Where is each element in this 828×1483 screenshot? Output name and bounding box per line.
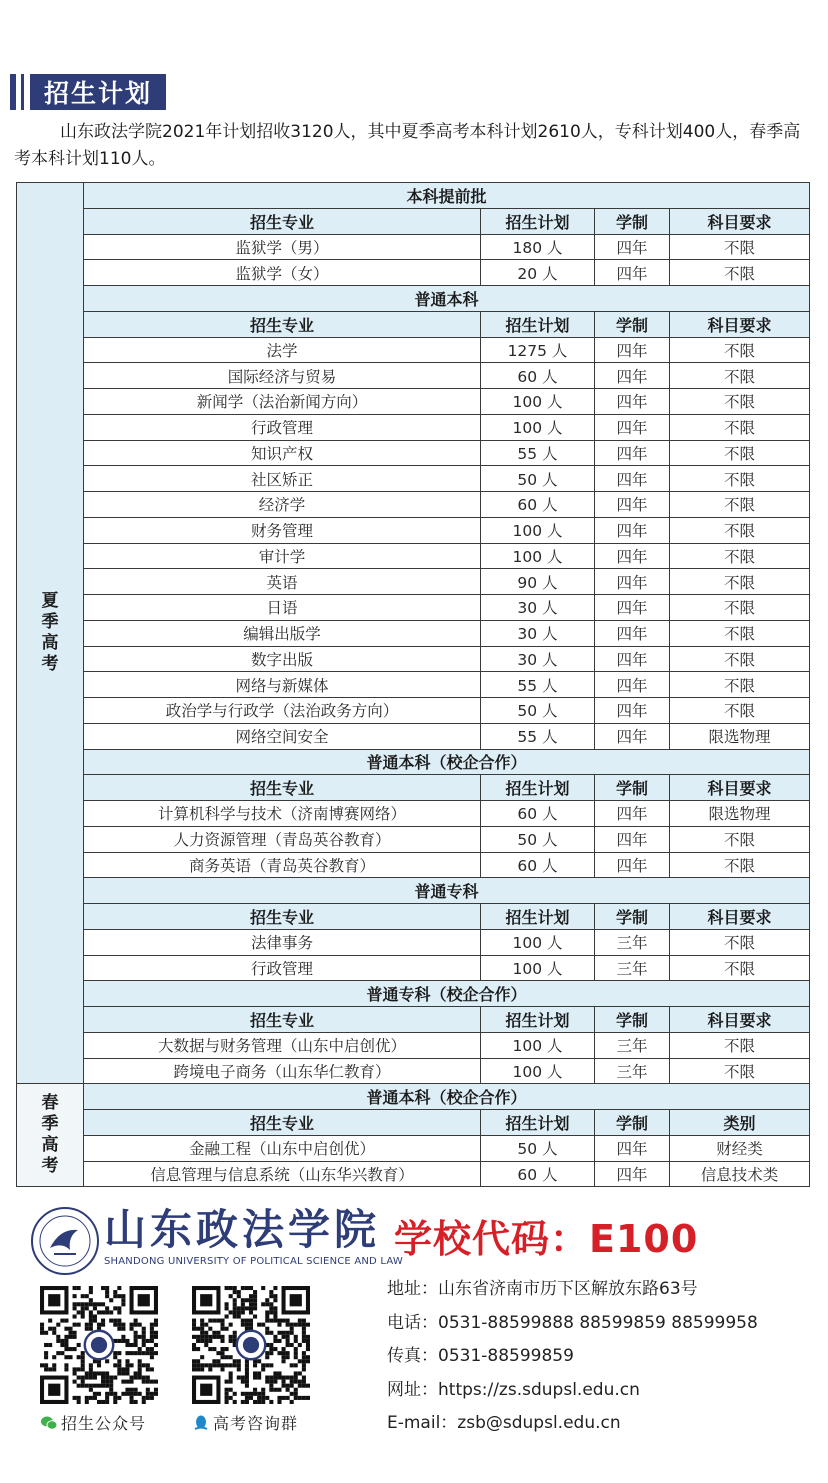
cell-plan: 20 人 — [481, 260, 595, 286]
cell-major: 法学 — [84, 337, 481, 363]
column-header-row — [17, 208, 810, 234]
cell-requirement: 财经类 — [670, 1135, 810, 1161]
table-row — [17, 955, 810, 981]
cell-requirement: 不限 — [670, 698, 810, 724]
cell-duration: 四年 — [595, 363, 670, 389]
cell-plan: 100 人 — [481, 517, 595, 543]
header-requirement: 科目要求 — [670, 775, 810, 801]
cell-duration: 四年 — [595, 1161, 670, 1187]
intro-paragraph: 山东政法学院2021年计划招收3120人，其中夏季高考本科计划2610人，专科计划400人，春季高考本科计划110人。 — [14, 122, 801, 169]
cell-plan: 30 人 — [481, 646, 595, 672]
contact-website[interactable]: 网址：https://zs.sdupsl.edu.cn — [387, 1380, 640, 1400]
header-duration: 学制 — [595, 775, 670, 801]
cell-duration: 四年 — [595, 466, 670, 492]
table-row — [17, 620, 810, 646]
cell-plan: 60 人 — [481, 1161, 595, 1187]
header-duration: 学制 — [595, 208, 670, 234]
table-row — [17, 826, 810, 852]
cell-major: 监狱学（男） — [84, 234, 481, 260]
qr-code-icon — [40, 1286, 158, 1404]
cell-requirement: 不限 — [670, 1032, 810, 1058]
cell-major: 审计学 — [84, 543, 481, 569]
cell-duration: 三年 — [595, 1058, 670, 1084]
cell-duration: 四年 — [595, 646, 670, 672]
section-title-row — [17, 749, 810, 775]
cell-plan: 90 人 — [481, 569, 595, 595]
cell-major: 大数据与财务管理（山东中启创优） — [84, 1032, 481, 1058]
cell-duration: 四年 — [595, 260, 670, 286]
cell-duration: 四年 — [595, 543, 670, 569]
cell-duration: 四年 — [595, 337, 670, 363]
table-row — [17, 337, 810, 363]
column-header-row — [17, 904, 810, 930]
cell-requirement: 不限 — [670, 595, 810, 621]
cell-major: 行政管理 — [84, 414, 481, 440]
cell-requirement: 不限 — [670, 955, 810, 981]
cell-major: 政治学与行政学（法治政务方向） — [84, 698, 481, 724]
cell-duration: 三年 — [595, 955, 670, 981]
cell-plan: 100 人 — [481, 543, 595, 569]
table-row — [17, 569, 810, 595]
qr1-caption — [40, 1411, 146, 1434]
cell-duration: 三年 — [595, 929, 670, 955]
cell-duration: 四年 — [595, 698, 670, 724]
cell-duration: 四年 — [595, 595, 670, 621]
table-row — [17, 389, 810, 415]
section-title: 普通专科（校企合作） — [84, 981, 810, 1007]
cell-duration: 四年 — [595, 826, 670, 852]
cell-requirement: 不限 — [670, 929, 810, 955]
column-header-row — [17, 1110, 810, 1136]
cell-major: 信息管理与信息系统（山东华兴教育） — [84, 1161, 481, 1187]
table-row — [17, 672, 810, 698]
cell-major: 商务英语（青岛英谷教育） — [84, 852, 481, 878]
column-header-row — [17, 311, 810, 337]
cell-major: 财务管理 — [84, 517, 481, 543]
cell-plan: 60 人 — [481, 852, 595, 878]
contact-email[interactable]: E-mail：zsb@sdupsl.edu.cn — [387, 1413, 621, 1433]
table-row — [17, 929, 810, 955]
cell-duration: 四年 — [595, 414, 670, 440]
cell-plan: 30 人 — [481, 595, 595, 621]
cell-plan: 30 人 — [481, 620, 595, 646]
cell-requirement: 不限 — [670, 440, 810, 466]
school-name-cn: 山东政法学院 — [104, 1205, 381, 1254]
section-title: 普通本科 — [84, 286, 810, 312]
cell-plan: 60 人 — [481, 801, 595, 827]
cell-major: 经济学 — [84, 492, 481, 518]
header-major: 招生专业 — [84, 1007, 481, 1033]
side-label-spring — [17, 1084, 84, 1187]
heading-accent-bar-thin — [21, 74, 24, 110]
header-requirement: 科目要求 — [670, 311, 810, 337]
section-heading — [10, 74, 166, 110]
header-major: 招生专业 — [84, 208, 481, 234]
cell-duration: 四年 — [595, 569, 670, 595]
section-title: 普通本科（校企合作） — [84, 749, 810, 775]
heading-accent-bar — [10, 74, 16, 110]
cell-duration: 四年 — [595, 801, 670, 827]
cell-plan: 1275 人 — [481, 337, 595, 363]
cell-major: 跨境电子商务（山东华仁教育） — [84, 1058, 481, 1084]
cell-plan: 100 人 — [481, 929, 595, 955]
table-row — [17, 260, 810, 286]
table-row — [17, 801, 810, 827]
cell-major: 监狱学（女） — [84, 260, 481, 286]
cell-duration: 四年 — [595, 492, 670, 518]
cell-major: 金融工程（山东中启创优） — [84, 1135, 481, 1161]
enrollment-plan-table — [16, 182, 810, 1187]
cell-requirement: 不限 — [670, 620, 810, 646]
header-requirement: 类别 — [670, 1110, 810, 1136]
side-label-summer-text: 夏季高考 — [41, 591, 59, 675]
contact-fax: 传真：0531-88599859 — [387, 1346, 574, 1366]
table-row — [17, 466, 810, 492]
cell-plan: 180 人 — [481, 234, 595, 260]
section-title-row — [17, 981, 810, 1007]
cell-plan: 55 人 — [481, 723, 595, 749]
cell-major: 新闻学（法治新闻方向） — [84, 389, 481, 415]
section-title: 普通专科 — [84, 878, 810, 904]
heading-title: 招生计划 — [30, 74, 166, 110]
cell-major: 计算机科学与技术（济南博赛网络） — [84, 801, 481, 827]
cell-duration: 四年 — [595, 234, 670, 260]
cell-requirement: 不限 — [670, 852, 810, 878]
cell-plan: 55 人 — [481, 672, 595, 698]
cell-plan: 100 人 — [481, 414, 595, 440]
cell-major: 网络空间安全 — [84, 723, 481, 749]
header-duration: 学制 — [595, 1007, 670, 1033]
cell-major: 行政管理 — [84, 955, 481, 981]
header-plan: 招生计划 — [481, 1110, 595, 1136]
header-duration: 学制 — [595, 1110, 670, 1136]
cell-requirement: 不限 — [670, 337, 810, 363]
header-major: 招生专业 — [84, 1110, 481, 1136]
cell-duration: 四年 — [595, 852, 670, 878]
contact-address: 地址：山东省济南市历下区解放东路63号 — [387, 1279, 698, 1299]
cell-major: 日语 — [84, 595, 481, 621]
header-duration: 学制 — [595, 904, 670, 930]
table-row — [17, 363, 810, 389]
column-header-row — [17, 1007, 810, 1033]
table-row — [17, 440, 810, 466]
header-plan: 招生计划 — [481, 208, 595, 234]
header-major: 招生专业 — [84, 775, 481, 801]
cell-requirement: 不限 — [670, 234, 810, 260]
school-name-en: SHANDONG UNIVERSITY OF POLITICAL SCIENCE AND LAW — [104, 1256, 403, 1267]
cell-requirement: 不限 — [670, 363, 810, 389]
table-row — [17, 543, 810, 569]
cell-plan: 50 人 — [481, 466, 595, 492]
cell-plan: 55 人 — [481, 440, 595, 466]
cell-requirement: 不限 — [670, 1058, 810, 1084]
cell-plan: 100 人 — [481, 1058, 595, 1084]
section-title-row — [17, 1084, 810, 1110]
cell-duration: 四年 — [595, 620, 670, 646]
cell-requirement: 限选物理 — [670, 801, 810, 827]
cell-requirement: 不限 — [670, 517, 810, 543]
cell-plan: 50 人 — [481, 1135, 595, 1161]
table-row — [17, 234, 810, 260]
table-row — [17, 595, 810, 621]
qr2-caption — [192, 1411, 298, 1434]
header-plan: 招生计划 — [481, 311, 595, 337]
header-requirement: 科目要求 — [670, 1007, 810, 1033]
cell-major: 编辑出版学 — [84, 620, 481, 646]
cell-plan: 60 人 — [481, 492, 595, 518]
header-duration: 学制 — [595, 311, 670, 337]
section-title-row — [17, 286, 810, 312]
cell-major: 数字出版 — [84, 646, 481, 672]
section-title-row — [17, 878, 810, 904]
table-row — [17, 723, 810, 749]
cell-duration: 四年 — [595, 440, 670, 466]
cell-major: 知识产权 — [84, 440, 481, 466]
section-title: 普通本科（校企合作） — [84, 1084, 810, 1110]
header-major: 招生专业 — [84, 311, 481, 337]
cell-plan: 50 人 — [481, 698, 595, 724]
cell-plan: 50 人 — [481, 826, 595, 852]
qr1-caption-text: 招生公众号 — [61, 1414, 147, 1433]
table-row — [17, 492, 810, 518]
table-row — [17, 1135, 810, 1161]
cell-plan: 60 人 — [481, 363, 595, 389]
wechat-icon — [40, 1414, 58, 1432]
column-header-row — [17, 775, 810, 801]
table-row — [17, 1032, 810, 1058]
table-row — [17, 646, 810, 672]
cell-duration: 四年 — [595, 389, 670, 415]
cell-major: 社区矫正 — [84, 466, 481, 492]
header-major: 招生专业 — [84, 904, 481, 930]
cell-requirement: 不限 — [670, 414, 810, 440]
cell-requirement: 不限 — [670, 492, 810, 518]
section-title: 本科提前批 — [84, 183, 810, 209]
cell-duration: 四年 — [595, 517, 670, 543]
cell-requirement: 不限 — [670, 826, 810, 852]
cell-duration: 三年 — [595, 1032, 670, 1058]
cell-major: 国际经济与贸易 — [84, 363, 481, 389]
cell-requirement: 不限 — [670, 543, 810, 569]
cell-major: 英语 — [84, 569, 481, 595]
header-plan: 招生计划 — [481, 904, 595, 930]
cell-requirement: 不限 — [670, 646, 810, 672]
school-code: 学校代码：E100 — [394, 1217, 699, 1261]
school-logo-icon — [30, 1206, 100, 1276]
table-row — [17, 1161, 810, 1187]
qq-icon — [192, 1414, 210, 1432]
table-row — [17, 698, 810, 724]
cell-plan: 100 人 — [481, 1032, 595, 1058]
qr2-caption-text: 高考咨询群 — [213, 1414, 299, 1433]
header-plan: 招生计划 — [481, 1007, 595, 1033]
cell-duration: 四年 — [595, 672, 670, 698]
cell-requirement: 不限 — [670, 672, 810, 698]
cell-requirement: 不限 — [670, 466, 810, 492]
cell-duration: 四年 — [595, 1135, 670, 1161]
cell-requirement: 不限 — [670, 389, 810, 415]
cell-requirement: 不限 — [670, 260, 810, 286]
cell-major: 人力资源管理（青岛英谷教育） — [84, 826, 481, 852]
contact-phone: 电话：0531-88599888 88599859 88599958 — [387, 1313, 758, 1333]
qr-code-icon — [192, 1286, 310, 1404]
header-requirement: 科目要求 — [670, 904, 810, 930]
cell-requirement: 限选物理 — [670, 723, 810, 749]
cell-duration: 四年 — [595, 723, 670, 749]
section-title-row — [17, 183, 810, 209]
cell-requirement: 信息技术类 — [670, 1161, 810, 1187]
cell-plan: 100 人 — [481, 389, 595, 415]
side-label-spring-text: 春季高考 — [41, 1093, 59, 1177]
cell-requirement: 不限 — [670, 569, 810, 595]
header-requirement: 科目要求 — [670, 208, 810, 234]
table-row — [17, 414, 810, 440]
cell-major: 法律事务 — [84, 929, 481, 955]
header-plan: 招生计划 — [481, 775, 595, 801]
side-label-summer — [17, 183, 84, 1084]
table-row — [17, 517, 810, 543]
cell-plan: 100 人 — [481, 955, 595, 981]
table-row — [17, 1058, 810, 1084]
table-row — [17, 852, 810, 878]
cell-major: 网络与新媒体 — [84, 672, 481, 698]
